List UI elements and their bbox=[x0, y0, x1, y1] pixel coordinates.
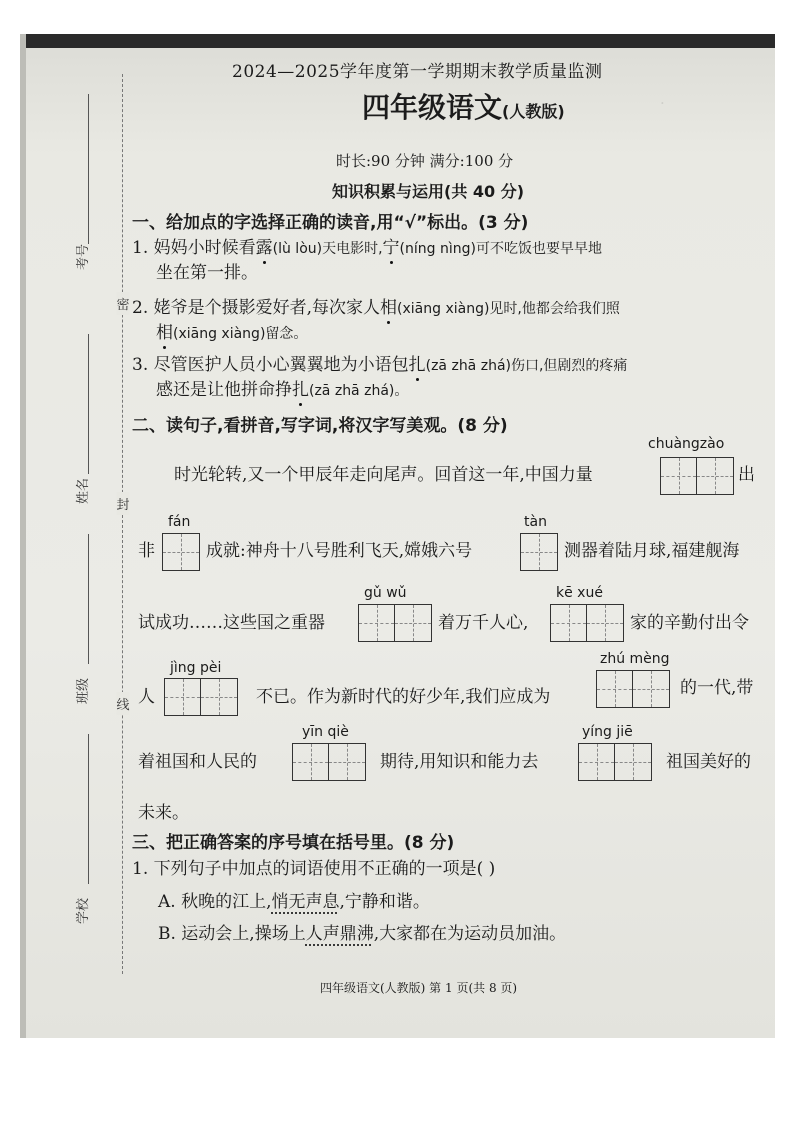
pinyin-guwu: gǔ wǔ bbox=[364, 585, 407, 601]
seal-char-xian: 线 bbox=[116, 692, 129, 715]
part-heading: 知识积累与运用(共 40 分) bbox=[332, 182, 525, 201]
s2-text-line4b: 不已。作为新时代的好少年,我们应成为 bbox=[256, 687, 551, 707]
answer-grid-fan[interactable] bbox=[162, 533, 200, 571]
s2-text-line3c: 家的辛勤付出令 bbox=[630, 613, 749, 633]
s2-text-line6: 未来。 bbox=[138, 803, 189, 823]
s1-q2-line1: 2. 姥爷是个摄影爱好者,每次家人相(xiāng xiàng)见时,他都会给我们照 bbox=[132, 298, 620, 318]
answer-grid-guwu[interactable] bbox=[358, 604, 432, 642]
field-line-banji[interactable] bbox=[88, 534, 89, 664]
pinyin-tan: tàn bbox=[524, 514, 547, 530]
s2-text-line2c: 测器着陆月球,福建舰海 bbox=[564, 541, 740, 561]
pinyin-jingpei: jìng pèi bbox=[170, 660, 222, 676]
dotted-word-a: 悄无声息 bbox=[271, 892, 340, 912]
s1-q2-line2: 相(xiāng xiàng)留念。 bbox=[156, 323, 308, 343]
answer-grid-yingjie[interactable] bbox=[578, 743, 652, 781]
s1-q1-line2: 坐在第一排。 bbox=[156, 263, 258, 283]
s1-q3-line1: 3. 尽管医护人员小心翼翼地为小语包扎(zā zhā zhá)伤口,但剧烈的疼痛 bbox=[132, 355, 628, 375]
pinyin-yinqie: yīn qiè bbox=[302, 724, 349, 740]
s2-text-line5c: 祖国美好的 bbox=[666, 752, 751, 772]
dotted-word-b: 人声鼎沸 bbox=[305, 924, 374, 944]
s2-text-line2b: 成就:神舟十八号胜利飞天,嫦娥六号 bbox=[206, 541, 473, 561]
s3-q1-option-b: B. 运动会上,操场上人声鼎沸,大家都在为运动员加油。 bbox=[158, 924, 567, 944]
s2-text-line3b: 着万千人心, bbox=[438, 613, 529, 633]
s2-text-line1: 时光轮转,又一个甲辰年走向尾声。回首这一年,中国力量 bbox=[174, 465, 593, 485]
exam-term-line: 2024—2025学年度第一学期期末教学质量监测 bbox=[232, 62, 603, 82]
answer-grid-tan[interactable] bbox=[520, 533, 558, 571]
edition-label: (人教版) bbox=[502, 102, 565, 121]
pinyin-kexue: kē xué bbox=[556, 585, 603, 601]
field-line-xuexiao[interactable] bbox=[88, 734, 89, 884]
s2-text-line5b: 期待,用知识和能力去 bbox=[380, 752, 539, 772]
answer-grid-chuangzao[interactable] bbox=[660, 457, 734, 495]
field-line-xingming[interactable] bbox=[88, 334, 89, 474]
section3-heading: 三、把正确答案的序号填在括号里。(8 分) bbox=[132, 833, 455, 853]
pinyin-chuangzao: chuàngzào bbox=[648, 436, 725, 452]
s2-text-line4a: 人 bbox=[138, 687, 155, 707]
section1-heading: 一、给加点的字选择正确的读音,用“√”标出。(3 分) bbox=[132, 213, 529, 233]
answer-grid-yinqie[interactable] bbox=[292, 743, 366, 781]
pinyin-yingjie: yíng jiē bbox=[582, 724, 633, 740]
seal-char-feng: 封 bbox=[116, 492, 129, 515]
s1-q3-line2: 感还是让他拼命挣扎(zā zhā zhá)。 bbox=[156, 380, 409, 400]
field-line-kaohao[interactable] bbox=[88, 94, 89, 244]
photo-left-edge bbox=[20, 34, 26, 1038]
binding-dashed-line bbox=[122, 74, 123, 974]
s1-q1-line1: 1. 妈妈小时候看露(lù lòu)天电影时,宁(níng nìng)可不吃饭也要早早地 bbox=[132, 238, 602, 258]
answer-grid-kexue[interactable] bbox=[550, 604, 624, 642]
pinyin-fan: fán bbox=[168, 514, 191, 530]
seal-char-mi: 密 bbox=[116, 292, 129, 315]
photo-top-edge bbox=[20, 34, 775, 48]
exam-photo: · 密 封 线 考号 姓名 班级 学校 2024—2025学年度第一学期期末教学质量监测 四年级语文(人教版) 时长:90 分钟 满分:100 分 知识积累与运用(共 40 分) 一、给加点的字选择正确的读音,用“√”标出。(3 分) 1. 妈妈小时候看露(lù lòu)天电影时,宁(níng nìng)可不吃饭也要早早地 坐在第一排。 2. 姥爷是个摄影爱好者,每次家人相(xiāng xiàng)见时,他都会给我们照 相(xiāng xiàng)留念。 3. 尽管医护人员小心翼翼地为小语包扎(zā zhā zhá)伤口,但剧烈的疼痛 感还是让他拼命挣扎(zā zhā zhá)。 二、读句子,看拼音,写字词,将汉字写美观。(8 分) chuàngzào 时光轮转,又一个甲辰年走向尾声。回首这一年,中国力量 出 fán 非 成就:神舟十八号胜利飞天,嫦娥六号 tàn 测器着陆月球,福建舰海 gǔ wǔ 试成功……这些国之重器 着万千人心, kē xué 家的辛勤付出令 jìng pèi 人 不已。作为新时代的好少年,我们应成为 zhú mèng 的一代,带 yīn qiè 着祖国和人民的 期待,用知识和能力去 yíng jiē 祖国美好的 未来。 三、把正确答案的序号填在括号里。(8 分) 1. 下列句子中加点的词语使用不正确的一项是( ) A. 秋晚的江上,悄无声息,宁静和谐。 B. 运动会上,操场上人声鼎沸,大家都在为运动员加油。 四年级语文(人教版) 第 1 页(共 8 页) bbox=[20, 34, 775, 1038]
pinyin-zhumeng: zhú mèng bbox=[600, 651, 670, 667]
exam-title: 四年级语文(人教版) bbox=[362, 91, 565, 124]
s2-text-line3a: 试成功……这些国之重器 bbox=[138, 613, 325, 633]
s3-q1-option-a: A. 秋晚的江上,悄无声息,宁静和谐。 bbox=[158, 892, 430, 912]
s2-text-line1-end: 出 bbox=[738, 465, 755, 485]
answer-grid-jingpei[interactable] bbox=[164, 678, 238, 716]
page-footer: 四年级语文(人教版) 第 1 页(共 8 页) bbox=[320, 981, 518, 995]
s2-text-line4c: 的一代,带 bbox=[680, 678, 754, 698]
s2-text-line2a: 非 bbox=[138, 541, 155, 561]
s3-q1: 1. 下列句子中加点的词语使用不正确的一项是( ) bbox=[132, 859, 496, 879]
section2-heading: 二、读句子,看拼音,写字词,将汉字写美观。(8 分) bbox=[132, 416, 508, 436]
answer-grid-zhumeng[interactable] bbox=[596, 670, 670, 708]
exam-meta: 时长:90 分钟 满分:100 分 bbox=[336, 152, 514, 170]
s2-text-line5a: 着祖国和人民的 bbox=[138, 752, 257, 772]
